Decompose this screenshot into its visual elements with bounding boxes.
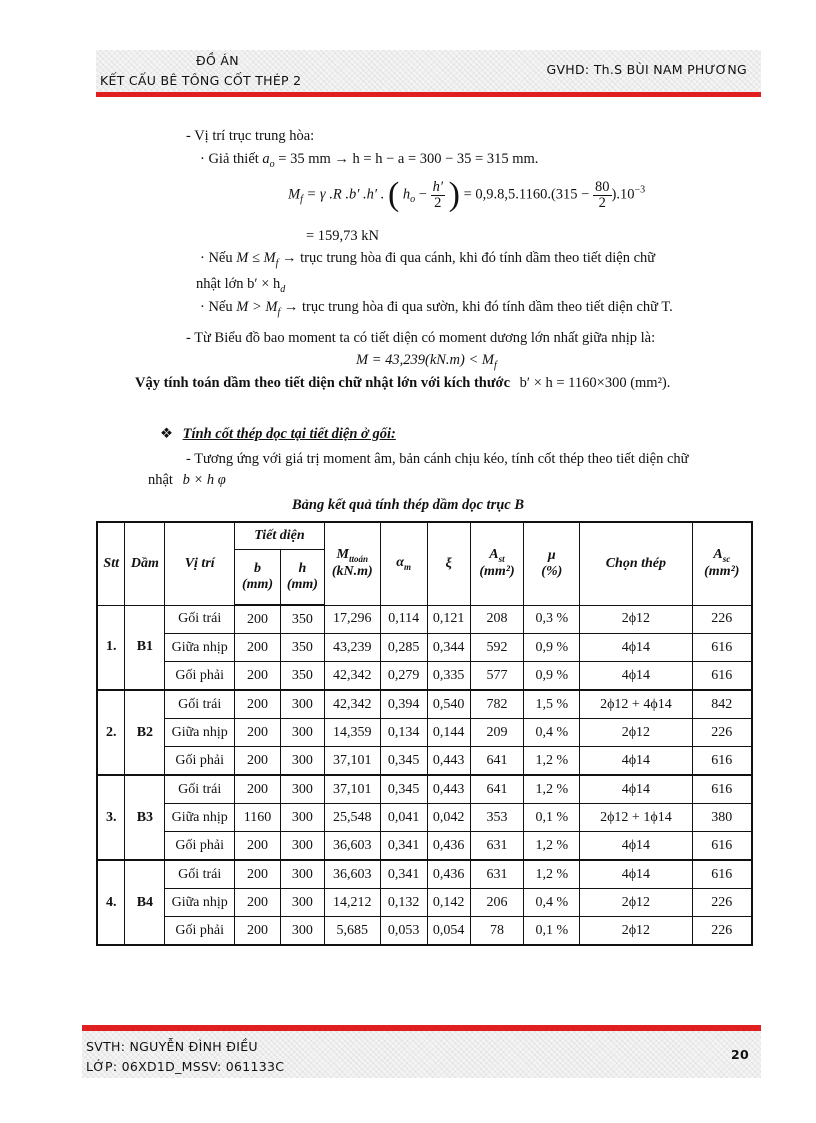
cell-moment: 14,359: [324, 719, 380, 747]
assumption-prefix: · Giả thiết: [200, 151, 259, 167]
support-heading-text: Tính cốt thép dọc tại tiết diện ở gối:: [182, 426, 396, 442]
cell-position: Gối trái: [165, 860, 235, 889]
cell-stt: 3.: [97, 775, 125, 860]
condition-2-expr: M > M: [236, 299, 278, 315]
header-ast-sub: st: [498, 554, 505, 565]
cell-xi: 0,054: [427, 917, 470, 946]
cell-ast: 78: [470, 917, 524, 946]
header-h: [280, 550, 324, 606]
header-ast-symbol: A: [489, 547, 499, 563]
cell-position: Gối phải: [165, 662, 235, 691]
cell-mu: 0,3 %: [524, 605, 580, 634]
cell-position: Gối phải: [165, 917, 235, 946]
cell-steel: 2ϕ12: [580, 605, 692, 634]
condition-1-text: → trục trung hòa đi qua cánh, khi đó tính dầm theo tiết diện chữ: [282, 250, 656, 266]
cell-xi: 0,142: [427, 889, 470, 917]
table-row: [97, 832, 752, 861]
cell-ast: 577: [470, 662, 524, 691]
cell-ast: 353: [470, 804, 524, 832]
cell-xi: 0,335: [427, 662, 470, 691]
cell-asc: 616: [692, 747, 752, 776]
header-moment-sub: ttoán: [349, 554, 369, 565]
cell-mu: 1,2 %: [524, 747, 580, 776]
mf-ho: h: [402, 186, 411, 203]
header-b-unit: (mm): [241, 577, 274, 592]
cell-mu: 0,9 %: [524, 662, 580, 691]
cell-ast: 592: [470, 634, 524, 662]
cell-b: 200: [235, 775, 281, 804]
page-footer: [82, 1031, 761, 1078]
cell-steel: 4ϕ14: [580, 747, 692, 776]
mf-fraction2-num: 80: [595, 178, 610, 195]
cell-ast: 631: [470, 832, 524, 861]
header-asc-sub: sc: [722, 554, 731, 565]
cell-stt: 2.: [97, 690, 125, 775]
cell-xi: 0,443: [427, 775, 470, 804]
table-row: [97, 690, 752, 719]
cell-h: 300: [280, 889, 324, 917]
neutral-axis-heading: - Vị trí trục trung hòa:: [186, 128, 315, 144]
cell-ast: 641: [470, 775, 524, 804]
header-mu: [524, 522, 580, 605]
cell-xi: 0,436: [427, 860, 470, 889]
cell-moment: 42,342: [324, 662, 380, 691]
cell-moment: 37,101: [324, 747, 380, 776]
cell-h: 300: [280, 690, 324, 719]
table-row: [97, 889, 752, 917]
cell-steel: 4ϕ14: [580, 775, 692, 804]
header-b-symbol: b: [253, 561, 261, 576]
steel-results-table: [96, 521, 753, 946]
cell-mu: 1,2 %: [524, 860, 580, 889]
cell-position: Gối trái: [165, 690, 235, 719]
cell-xi: 0,121: [427, 605, 470, 634]
page-header: [96, 50, 761, 92]
cell-moment: 37,101: [324, 775, 380, 804]
cell-moment: 5,685: [324, 917, 380, 946]
condition-2-prefix: · Nếu: [200, 299, 233, 315]
cell-h: 300: [280, 775, 324, 804]
mf-result: = 159,73 kN: [306, 228, 380, 244]
mf-fraction2: [593, 180, 612, 211]
cell-b: 200: [235, 747, 281, 776]
moment-diagram-line: - Từ Biểu đồ bao moment ta có tiết diện có moment dương lớn nhất giữa nhịp là:: [186, 330, 656, 346]
page-number: 20: [731, 1047, 749, 1062]
cell-xi: 0,443: [427, 747, 470, 776]
cell-position: Gối phải: [165, 747, 235, 776]
support-text-1: - Tương ứng với giá trị moment âm, bản cánh chịu kéo, tính cốt thép theo tiết diện chữ: [186, 451, 689, 467]
condition-1-cont-text: nhật lớn b′ × h: [196, 276, 281, 292]
header-b: [235, 550, 281, 606]
cell-h: 350: [280, 605, 324, 634]
cell-moment: 14,212: [324, 889, 380, 917]
cell-mu: 0,9 %: [524, 634, 580, 662]
cell-steel: 2ϕ12: [580, 917, 692, 946]
cell-asc: 226: [692, 719, 752, 747]
cell-alpha: 0,279: [380, 662, 427, 691]
mf-fraction2-den: 2: [598, 194, 606, 211]
header-mu-unit: (%): [541, 563, 563, 579]
cell-h: 300: [280, 804, 324, 832]
condition-1-continued: nhật lớn $b' \times h_d$: [196, 276, 286, 295]
cell-h: 300: [280, 832, 324, 861]
conclusion-text: Vậy tính toán dầm theo tiết diện chữ nhật lớn với kích thước: [135, 375, 511, 391]
header-divider: [96, 92, 761, 97]
header-section: Tiết diện: [235, 522, 325, 550]
cell-position: Giữa nhịp: [165, 634, 235, 662]
header-course-title: KẾT CẤU BÊ TÔNG CỐT THÉP 2: [100, 73, 302, 88]
cell-asc: 616: [692, 860, 752, 889]
cell-asc: 616: [692, 775, 752, 804]
cell-moment: 25,548: [324, 804, 380, 832]
cell-asc: 226: [692, 605, 752, 634]
header-alpha-sub: m: [404, 562, 412, 573]
cell-b: 200: [235, 889, 281, 917]
header-stt: Stt: [97, 522, 125, 605]
header-ast: [470, 522, 524, 605]
cell-h: 300: [280, 860, 324, 889]
cell-alpha: 0,394: [380, 690, 427, 719]
conclusion-equation: b′ × h = 1160×300 (mm²).: [519, 375, 671, 391]
condition-2-text: → trục trung hòa đi qua sườn, khi đó tính dầm theo tiết diện chữ T.: [283, 299, 673, 315]
mf-equation: $M_f = \gamma$ .R .b′ .h′ . ( $h_o$ − $\frac{h'}{2}$ ) = 0,9.8,5.1160.(315 − $\frac{80}{2}$ )$.10^{-3}$: [288, 176, 646, 213]
cell-position: Gối trái: [165, 605, 235, 634]
cell-steel: 2ϕ12: [580, 889, 692, 917]
cell-b: 200: [235, 860, 281, 889]
cell-moment: 42,342: [324, 690, 380, 719]
cell-b: 200: [235, 832, 281, 861]
header-choice: Chọn thép: [580, 522, 692, 605]
cell-steel: 4ϕ14: [580, 662, 692, 691]
mf-factors: = γ .R .b′ .h′ .: [306, 186, 385, 203]
cell-ast: 206: [470, 889, 524, 917]
cell-moment: 36,603: [324, 832, 380, 861]
header-moment-symbol: M: [336, 547, 349, 563]
header-asc: [692, 522, 752, 605]
cell-asc: 226: [692, 917, 752, 946]
cell-steel: 4ϕ14: [580, 860, 692, 889]
cell-alpha: 0,341: [380, 860, 427, 889]
cell-b: 200: [235, 719, 281, 747]
cell-asc: 616: [692, 832, 752, 861]
mf-lhs: M: [288, 186, 301, 203]
cell-moment: 43,239: [324, 634, 380, 662]
cell-steel: 2ϕ12 + 1ϕ14: [580, 804, 692, 832]
cell-steel: 2ϕ12: [580, 719, 692, 747]
cell-position: Giữa nhịp: [165, 889, 235, 917]
cell-moment: 17,296: [324, 605, 380, 634]
cell-mu: 0,1 %: [524, 804, 580, 832]
cell-xi: 0,042: [427, 804, 470, 832]
cell-mu: 0,4 %: [524, 719, 580, 747]
footer-class-id: LỚP: 06XD1D_MSSV: 061133C: [86, 1059, 285, 1074]
cell-position: Gối phải: [165, 832, 235, 861]
assumption-equation: = 35 mm → h = h − a = 300 − 35 = 315 mm.: [278, 151, 539, 167]
cell-mu: 1,2 %: [524, 832, 580, 861]
assumption-line: · Giả thiết $a_o = 35$ mm → h = h − a = 300 − 35 = 315 mm.: [200, 151, 539, 170]
mf-fraction-den: 2: [434, 194, 442, 211]
mf-substitution: = 0,9.8,5.1160.(315 −: [463, 186, 590, 203]
table-row: [97, 804, 752, 832]
cell-asc: 842: [692, 690, 752, 719]
cell-xi: 0,540: [427, 690, 470, 719]
table-row: [97, 775, 752, 804]
condition-1-expr: M ≤ M: [236, 250, 276, 266]
cell-mu: 1,5 %: [524, 690, 580, 719]
cell-b: 200: [235, 605, 281, 634]
header-ast-unit: (mm²): [479, 564, 515, 580]
cell-ast: 209: [470, 719, 524, 747]
cell-ast: 641: [470, 747, 524, 776]
cell-alpha: 0,345: [380, 775, 427, 804]
header-position: Vị trí: [165, 522, 235, 605]
support-heading: [160, 426, 396, 443]
cell-b: 200: [235, 917, 281, 946]
condition-1: · Nếu $M \le M_f$ → trục trung hòa đi qua cánh, khi đó tính dầm theo tiết diện chữ: [200, 250, 656, 269]
table-row: [97, 634, 752, 662]
cell-asc: 380: [692, 804, 752, 832]
support-equation: b × h φ: [182, 472, 226, 488]
cell-mu: 0,1 %: [524, 917, 580, 946]
cell-moment: 36,603: [324, 860, 380, 889]
header-supervisor: GVHD: Th.S BÙI NAM PHƯƠNG: [546, 62, 747, 77]
mf-exponent: −3: [634, 184, 646, 196]
cell-beam: B3: [125, 775, 165, 860]
cell-alpha: 0,341: [380, 832, 427, 861]
cell-position: Gối trái: [165, 775, 235, 804]
cell-ast: 631: [470, 860, 524, 889]
header-project-type: ĐỒ ÁN: [196, 53, 239, 68]
cell-b: 1160: [235, 804, 281, 832]
moment-equation: $M = 43,239(kN.m) < M_f$: [356, 352, 497, 371]
cell-steel: 4ϕ14: [580, 634, 692, 662]
cell-h: 300: [280, 917, 324, 946]
cell-alpha: 0,053: [380, 917, 427, 946]
cell-beam: B1: [125, 605, 165, 690]
table-row: [97, 605, 752, 634]
cell-alpha: 0,285: [380, 634, 427, 662]
mf-fraction-num: h′: [432, 178, 444, 195]
table-row: [97, 917, 752, 946]
header-asc-unit: (mm²): [704, 564, 740, 580]
cell-b: 200: [235, 662, 281, 691]
cell-mu: 1,2 %: [524, 775, 580, 804]
support-heading-bullet: ❖: [160, 426, 173, 442]
table-caption: Bảng kết quả tính thép dầm dọc trục B: [291, 497, 525, 513]
support-text-2-word: nhật: [148, 472, 173, 488]
header-moment-unit: (kN.m): [331, 564, 373, 580]
mf-fraction: [431, 180, 445, 211]
cell-position: Giữa nhịp: [165, 804, 235, 832]
cell-xi: 0,436: [427, 832, 470, 861]
header-mu-symbol: μ: [547, 547, 556, 563]
cell-ast: 208: [470, 605, 524, 634]
table-row: [97, 747, 752, 776]
header-moment: [324, 522, 380, 605]
cell-h: 350: [280, 662, 324, 691]
cell-xi: 0,344: [427, 634, 470, 662]
mf-tail: ).10: [611, 186, 635, 203]
cell-alpha: 0,132: [380, 889, 427, 917]
cell-ast: 782: [470, 690, 524, 719]
cell-xi: 0,144: [427, 719, 470, 747]
cell-h: 300: [280, 747, 324, 776]
cell-alpha: 0,134: [380, 719, 427, 747]
footer-student: SVTH: NGUYỄN ĐÌNH ĐIỀU: [86, 1039, 258, 1054]
cell-stt: 4.: [97, 860, 125, 945]
cell-steel: 4ϕ14: [580, 832, 692, 861]
condition-1-prefix: · Nếu: [200, 250, 233, 266]
cell-asc: 616: [692, 634, 752, 662]
cell-asc: 616: [692, 662, 752, 691]
cell-b: 200: [235, 690, 281, 719]
cell-steel: 2ϕ12 + 4ϕ14: [580, 690, 692, 719]
condition-2: · Nếu $M > M_f$ → trục trung hòa đi qua sườn, khi đó tính dầm theo tiết diện chữ T.: [200, 299, 673, 318]
header-asc-symbol: A: [713, 547, 723, 563]
header-alpha: [380, 522, 427, 605]
support-text-2: [148, 472, 226, 489]
cell-h: 300: [280, 719, 324, 747]
cell-alpha: 0,114: [380, 605, 427, 634]
table-row: [97, 662, 752, 691]
cell-h: 350: [280, 634, 324, 662]
cell-b: 200: [235, 634, 281, 662]
header-alpha-symbol: α: [396, 555, 405, 571]
cell-beam: B4: [125, 860, 165, 945]
moment-equation-text: M = 43,239(kN.m) < M: [356, 352, 494, 368]
header-h-unit: (mm): [286, 577, 318, 592]
cell-asc: 226: [692, 889, 752, 917]
cell-beam: B2: [125, 690, 165, 775]
assumption-a: a: [262, 151, 270, 167]
cell-alpha: 0,041: [380, 804, 427, 832]
header-beam: Dầm: [125, 522, 165, 605]
cell-mu: 0,4 %: [524, 889, 580, 917]
cell-stt: 1.: [97, 605, 125, 690]
conclusion-line: [135, 375, 670, 392]
cell-position: Giữa nhịp: [165, 719, 235, 747]
table-row: [97, 860, 752, 889]
cell-alpha: 0,345: [380, 747, 427, 776]
table-row: [97, 719, 752, 747]
header-xi: ξ: [427, 522, 470, 605]
header-h-symbol: h: [298, 561, 307, 576]
